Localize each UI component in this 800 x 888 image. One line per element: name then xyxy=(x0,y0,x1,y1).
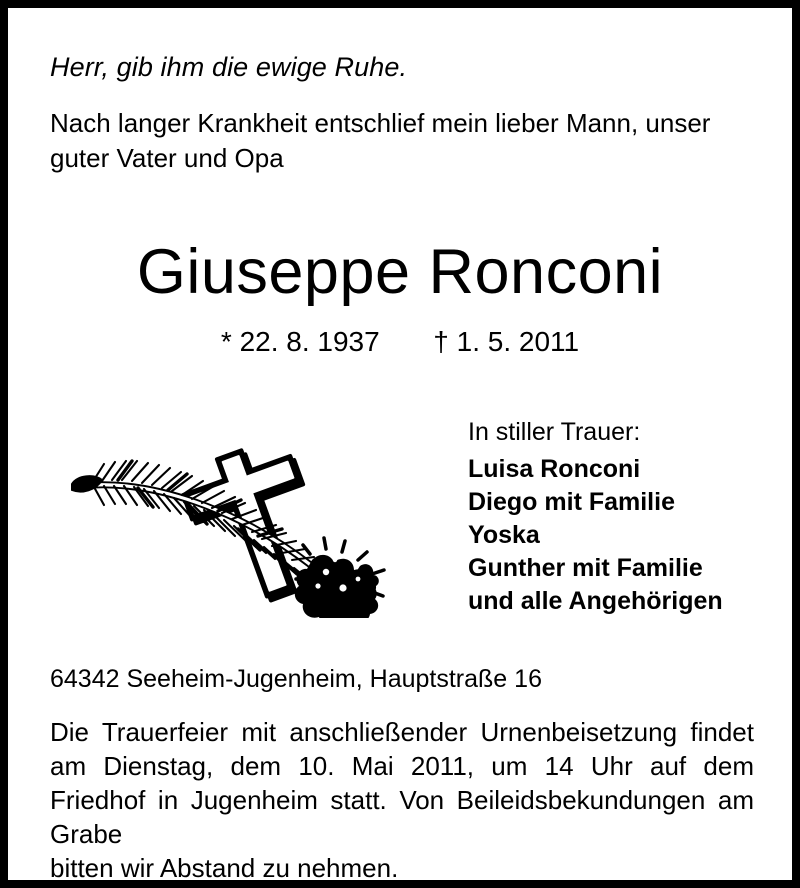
list-item: Yoska xyxy=(468,521,540,549)
list-item: Diego mit Familie xyxy=(468,488,675,516)
address-line: 64342 Seeheim-Jugenheim, Hauptstraße 16 xyxy=(50,665,542,693)
service-paragraph: Die Trauerfeier mit anschließender Urnenbeisetzung findet am Dienstag, dem 10. Mai 2011, um 14 Uhr auf dem Friedhof in Jugenheim statt. Von Beileidsbekundungen am Grabe xyxy=(50,717,754,849)
cross-with-palm-frond-and-flowers-icon xyxy=(60,448,400,618)
epitaph-quote: Herr, gib ihm die ewige Ruhe. xyxy=(50,52,408,82)
mourners-heading: In stiller Trauer: xyxy=(468,418,641,446)
birth-date: * 22. 8. 1937 xyxy=(220,326,380,357)
list-item: und alle Angehörigen xyxy=(468,587,723,615)
deceased-name: Giuseppe Ronconi xyxy=(136,237,664,307)
service-paragraph-end: bitten wir Abstand zu nehmen. xyxy=(50,853,399,883)
list-item: Luisa Ronconi xyxy=(468,455,641,483)
service-details-text xyxy=(50,715,754,885)
death-date: † 1. 5. 2011 xyxy=(433,326,580,357)
introductory-text: Nach langer Krankheit entschlief mein lieber Mann, unser guter Vater und Opa xyxy=(50,108,711,173)
flower-cluster-shape xyxy=(295,538,384,618)
mourners-list xyxy=(468,453,778,618)
notice-body xyxy=(8,8,792,883)
list-item: Gunther mit Familie xyxy=(468,554,703,582)
life-dates xyxy=(8,325,792,359)
mourners-block xyxy=(468,415,778,618)
